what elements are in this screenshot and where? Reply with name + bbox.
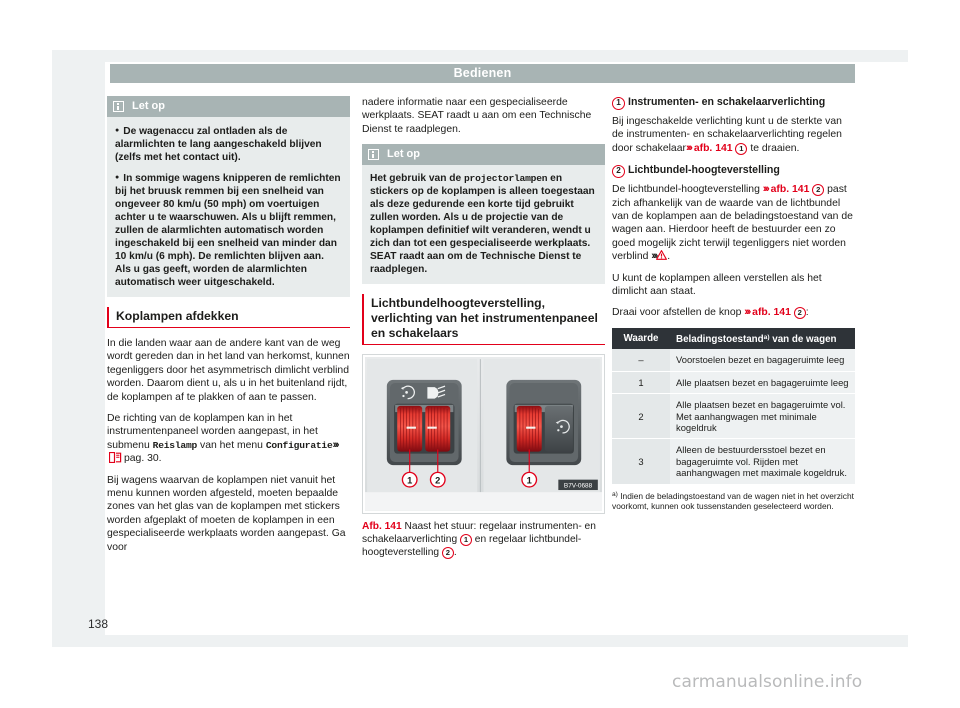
cell-state: Alleen de bestuurdersstoel bezet en bagageruimte vol. Rijden met aanhangwagen met maximale kogeldruk.: [670, 439, 855, 484]
svg-text:B7V-0688: B7V-0688: [563, 482, 593, 490]
subheading-text: Lichtbundel-hoogteverstelling: [628, 164, 780, 177]
footnote-marker: a): [612, 490, 618, 498]
note-text-pre: Het gebruik van de: [370, 173, 464, 185]
note-bullet: ● De wagenaccu zal ontladen als de alarmlichten te lang aangeschakeld blijven (zelfs met het contact uit).: [115, 124, 342, 164]
callout-marker-2: 2: [794, 307, 806, 319]
paragraph-dimlicht: U kunt de koplampen alleen verstellen als het dimlicht aan staat.: [612, 272, 822, 298]
table-body: [612, 349, 855, 484]
svg-text:2: 2: [435, 475, 441, 486]
paragraph: In die landen waar aan de andere kant van de weg wordt gereden dan in het land van herkomst, kunnen tegenliggers door het asymmetrisch dimlicht verblind worden. Daarom dient u, als u in het buitenland rijdt, de koplampen af te plakken of aan te passen.: [107, 338, 350, 403]
svg-text:1: 1: [526, 475, 532, 486]
note-box-header: [362, 144, 605, 165]
callout-marker-2: 2: [812, 184, 824, 196]
note-text-post: en stickers op de koplampen is alleen toegestaan als deze gedurende een korte tijd gebruikt zullen worden. Als u de projectie van de koplampen definitief wilt veranderen, wendt u zich dan tot een gespecialiseerde werkplaats. SEAT raadt aan om de Technische Dienst te raadplegen.: [370, 173, 595, 276]
table-footnote: [612, 490, 855, 512]
cell-state: Alle plaatsen bezet en bagageruimte leeg: [670, 371, 855, 393]
column-left: [107, 96, 350, 562]
column-right: [612, 96, 855, 520]
figure-reference: afb. 141: [693, 142, 733, 154]
thumbwheel-1: [397, 406, 422, 452]
watermark: carmanualsonline.info: [672, 672, 863, 692]
chevron-reference-icon: ›››: [332, 438, 338, 451]
cell-value: 1: [612, 371, 670, 393]
page-number: 138: [87, 617, 108, 631]
callout-marker-1: 1: [460, 534, 472, 546]
footnote-text: Indien de beladingstoestand van de wagen niet in het overzicht voorkomt, kunnen ook tussenstanden geselecteerd worden.: [612, 490, 854, 511]
warning-triangle-icon: [656, 250, 667, 260]
table-row: [612, 349, 855, 371]
cell-state: Alle plaatsen bezet en bagageruimte vol. Met aanhangwagen met minimale kogeldruk: [670, 394, 855, 439]
note-box-header: [107, 96, 350, 117]
figure-reference: afb. 141: [752, 307, 791, 319]
table-head: [612, 328, 855, 349]
figure-code-label: [558, 480, 597, 490]
column-header-text: Beladingstoestand: [676, 333, 764, 345]
table-row: [612, 371, 855, 393]
paragraph-item1: [612, 115, 855, 155]
chevron-reference-icon: ›››: [762, 183, 768, 196]
note-box-body: [107, 117, 350, 297]
column-middle: [362, 96, 605, 559]
paragraph-text: Draai voor afstellen de knop: [612, 307, 742, 319]
cell-state: Voorstoelen bezet en bagageruimte leeg: [670, 349, 855, 371]
info-icon: [368, 149, 379, 160]
cell-value: 3: [612, 439, 670, 484]
figure-caption-mid: en regelaar lichtbundel-hoogteverstelling: [362, 534, 582, 559]
loading-state-table: [612, 328, 855, 485]
callout-marker-2: 2: [442, 547, 454, 559]
subheading-text: Instrumenten- en schakelaarverlichting: [628, 96, 826, 108]
note-bullet: ● In sommige wagens knipperen de remlichten bij het bruusk remmen bij een snelheid van ongeveer 80 km/u (50 mph) om voertuigen achter u te waarschuwen. Als u blijft remmen, zullen de alarmlichten automatisch worden ingeschakeld bij een snelheid van minder dan 10 km/u (6 mph). De remlichten blijven aan. Als u gas geeft, worden de alarmlichten automatisch weer uitgeschakeld.: [115, 171, 342, 289]
note-text: [370, 172, 597, 276]
figure-illustration: [365, 357, 602, 511]
cell-value: 2: [612, 394, 670, 439]
footnote-marker: a): [763, 333, 770, 341]
column-header-beladingstoestand: [670, 328, 855, 349]
paragraph-text: past zich afhankelijk van de waarde van de lichtbundel van de koplampen aan de beladingstoestand van de wagen aan. Hierdoor heeft de bestuurder een zo goed mogelijk zicht terwijl tegenliggers niet worden verblind: [612, 184, 853, 263]
paragraph: nadere informatie naar een gespecialiseerde werkplaats. SEAT raadt u aan om een Technische Dienst te raadplegen.: [362, 97, 592, 135]
column-header-tail: van de wagen: [769, 333, 837, 345]
paragraph-text: te draaien.: [750, 142, 800, 154]
info-icon: [113, 101, 124, 112]
table-row: [612, 394, 855, 439]
paragraph-text: De richting van de koplampen kan in het instrumentenpaneel worden aangepast, in het submenu: [107, 413, 318, 451]
paragraph-text: Bij ingeschakelde verlichting kunt u de sterkte van de instrumenten- en schakelaarverlichting regelen door schakelaar: [612, 116, 842, 154]
figure-reference: afb. 141: [770, 184, 810, 196]
figure-caption-post: .: [453, 547, 457, 559]
paragraph-text-end: .: [667, 251, 671, 263]
paragraph-text: De lichtbundel-hoogteverstelling: [612, 184, 760, 196]
paragraph: Bij wagens waarvan de koplampen niet vanuit het menu kunnen worden afgesteld, moeten bepaalde zones van het glas van de koplampen met stickers worden afgeplakt of moeten de koplampen in een gespecialiseerde werkplaats worden aangepast. Ga voor: [107, 474, 346, 553]
chevron-reference-icon: ›››: [651, 250, 657, 263]
subheading-instrumenten-verlichting: [612, 96, 855, 110]
column-header-waarde: Waarde: [612, 328, 670, 349]
callout-marker-1: 1: [612, 97, 625, 110]
section-heading-koplampen-afdekken: Koplampen afdekken: [107, 307, 350, 328]
note-box-battery: [107, 96, 350, 297]
table-header-row: [612, 328, 855, 349]
paragraph-text: :: [805, 307, 809, 319]
figure-caption: [362, 520, 605, 559]
table-row: [612, 439, 855, 484]
subheading-lichtbundel-hoogteverstelling: [612, 164, 855, 178]
callout-marker-1: 1: [735, 143, 747, 155]
figure-label: Afb. 141: [362, 521, 402, 533]
note-box-title: Let op: [132, 99, 165, 112]
book-reference-icon: [109, 452, 122, 463]
chevron-reference-icon: ›››: [685, 141, 691, 154]
paragraph-menu-path: [107, 412, 350, 466]
note-box-projector-lamps: [362, 144, 605, 284]
callout-marker-2: 2: [612, 165, 625, 178]
note-text-mono: projectorlampen: [463, 173, 548, 185]
note-box-body: [362, 165, 605, 284]
paragraph-text: van het menu: [197, 439, 266, 451]
thumbwheel-1-right: [517, 406, 542, 452]
figure-afb-141: [362, 354, 605, 514]
chapter-title-band: Bedienen: [110, 64, 855, 83]
paragraph-item2: [612, 183, 855, 263]
submenu-name: Reislamp: [152, 439, 198, 451]
thumbwheel-2: [425, 406, 450, 452]
cell-value: –: [612, 349, 670, 371]
svg-text:1: 1: [407, 475, 413, 486]
page-reference: pag. 30.: [124, 453, 162, 465]
figure-caption-pre: Naast het stuur: regelaar instrumenten- en schakelaarverlichting: [362, 521, 596, 546]
section-heading-lichtbundelhoogteverstelling: Lichtbundelhoogteverstelling, verlichting van het instrumentenpaneel en schakelaars: [362, 294, 605, 345]
paragraph-draai: [612, 306, 855, 319]
chevron-reference-icon: ›››: [744, 306, 750, 319]
menu-name: Configuratie: [265, 439, 333, 451]
note-box-title: Let op: [387, 148, 420, 161]
